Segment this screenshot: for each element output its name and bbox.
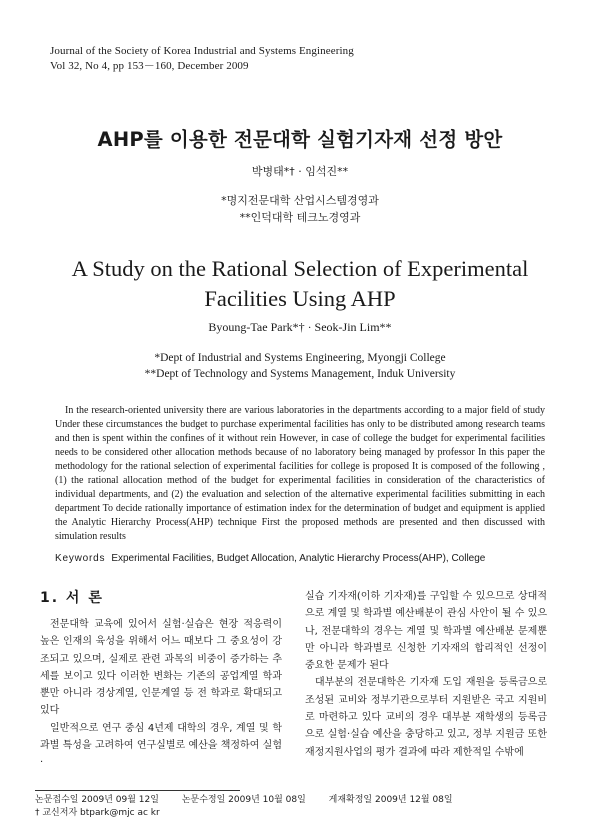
paragraph: 대부분의 전문대학은 기자재 도입 재원을 등록금으로 조성된 교비와 정부기관으로부터 지원받은 국고 지원비로 마련하고 있다 교비의 경우 대부분 재학생의 등록금으로 실험·실습 예산을 충당하고 있고, 정부 지원금 또한 재정지원사업의 평가 결과에 따라 제한적일 수밖에 <box>305 677 547 758</box>
revised-date: 논문수정일 2009년 10월 08일 <box>181 795 306 805</box>
english-authors: Byoung-Tae Park*† · Seok-Jin Lim** <box>208 320 392 334</box>
korean-authors: 박병태*† · 임석진** <box>251 165 349 178</box>
keywords-value: Experimental Facilities, Budget Allocation, Analytic Hierarchy Process(AHP), College <box>111 553 486 564</box>
english-affiliations <box>0 350 600 382</box>
abstract-text: In the research-oriented university there are various laboratories in the departments according to a major field of study Under these circumstances the budget to purchase experimental facilities has only to be distributed among research teams and then is spent within the confines of it without rein However, in case of college the budget for experimental facilities needs to be considered other allocation methods because of no laboratory being managed by professor In this paper the methodology for the rational selection of experimental facilities for college is proposed It is composed of the following , (1) the rational allocation method of the budget for experimental facilities in consideration of the characteristics of individual departments, and (2) the evaluation and selection of the alternative experimental facilities submitting in each department To decide rationally importance of estimation index for the determination of budget and equipment is applied the Analytic Hierarchy Process(AHP) technique First the proposed methods are presented and then discussed with simulation results <box>55 405 545 542</box>
received-date: 논문접수일 2009년 09월 12일 <box>35 795 159 805</box>
footnote-dates <box>35 794 473 807</box>
paragraph: 실습 기자재(이하 기자재)를 구입할 수 있으므로 상대적으로 계열 및 학과별 예산배분이 관심 사안이 될 수 있으나, 전문대학의 경우는 계열 및 학과별 예산배분 문제뿐만 아니라 학과별로 신청한 기자재의 합리적인 선정이 중요한 문제가 된다 <box>305 591 547 672</box>
paragraph: 일반적으로 연구 중심 4년제 대학의 경우, 계열 및 학과별 특성을 고려하여 연구실별로 예산을 책정하여 실험· <box>40 722 282 769</box>
korean-affiliation-1: *명지전문대학 산업시스템경영과 <box>221 194 379 207</box>
journal-volume: Vol 32, No 4, pp 153－160, December 2009 <box>50 60 249 72</box>
accepted-date: 게재확정일 2009년 12월 08일 <box>328 795 453 805</box>
column-right <box>305 588 547 761</box>
footnote-divider <box>35 790 240 791</box>
keywords <box>55 553 545 564</box>
footnote <box>35 794 473 820</box>
paragraph: 전문대학 교육에 있어서 실험·실습은 현장 적응력이 높은 인재의 육성을 위해서 어느 때보다 그 중요성이 강조되고 있으며, 실제로 관련 과목의 비중이 증가하는 추세를 보이고 있다 이러한 변화는 기존의 공업계열 학과뿐만 아니라 경상계열, 인문계열 등 전 학과로 확대되고 있다 <box>40 619 282 717</box>
english-title-line-2: Facilities Using AHP <box>204 286 396 311</box>
korean-title: AHP를 이용한 전문대학 실험기자재 선정 방안 <box>97 128 503 151</box>
korean-affiliation-2: **인덕대학 테크노경영과 <box>239 211 361 224</box>
journal-header <box>50 44 354 74</box>
section-title: 1. 서 론 <box>40 590 104 606</box>
english-title-line-1: A Study on the Rational Selection of Experimental <box>71 256 529 281</box>
english-affiliation-1: *Dept of Industrial and Systems Engineering, Myongji College <box>154 352 446 364</box>
keywords-label: Keywords <box>55 553 106 564</box>
korean-affiliations <box>0 192 600 226</box>
english-title <box>0 254 600 314</box>
english-affiliation-2: **Dept of Technology and Systems Management, Induk University <box>144 368 456 380</box>
journal-name: Journal of the Society of Korea Industrial and Systems Engineering <box>50 45 354 57</box>
column-left <box>40 588 282 772</box>
corresponding-author: † 교신저자 btpark@mjc ac kr <box>35 808 160 818</box>
